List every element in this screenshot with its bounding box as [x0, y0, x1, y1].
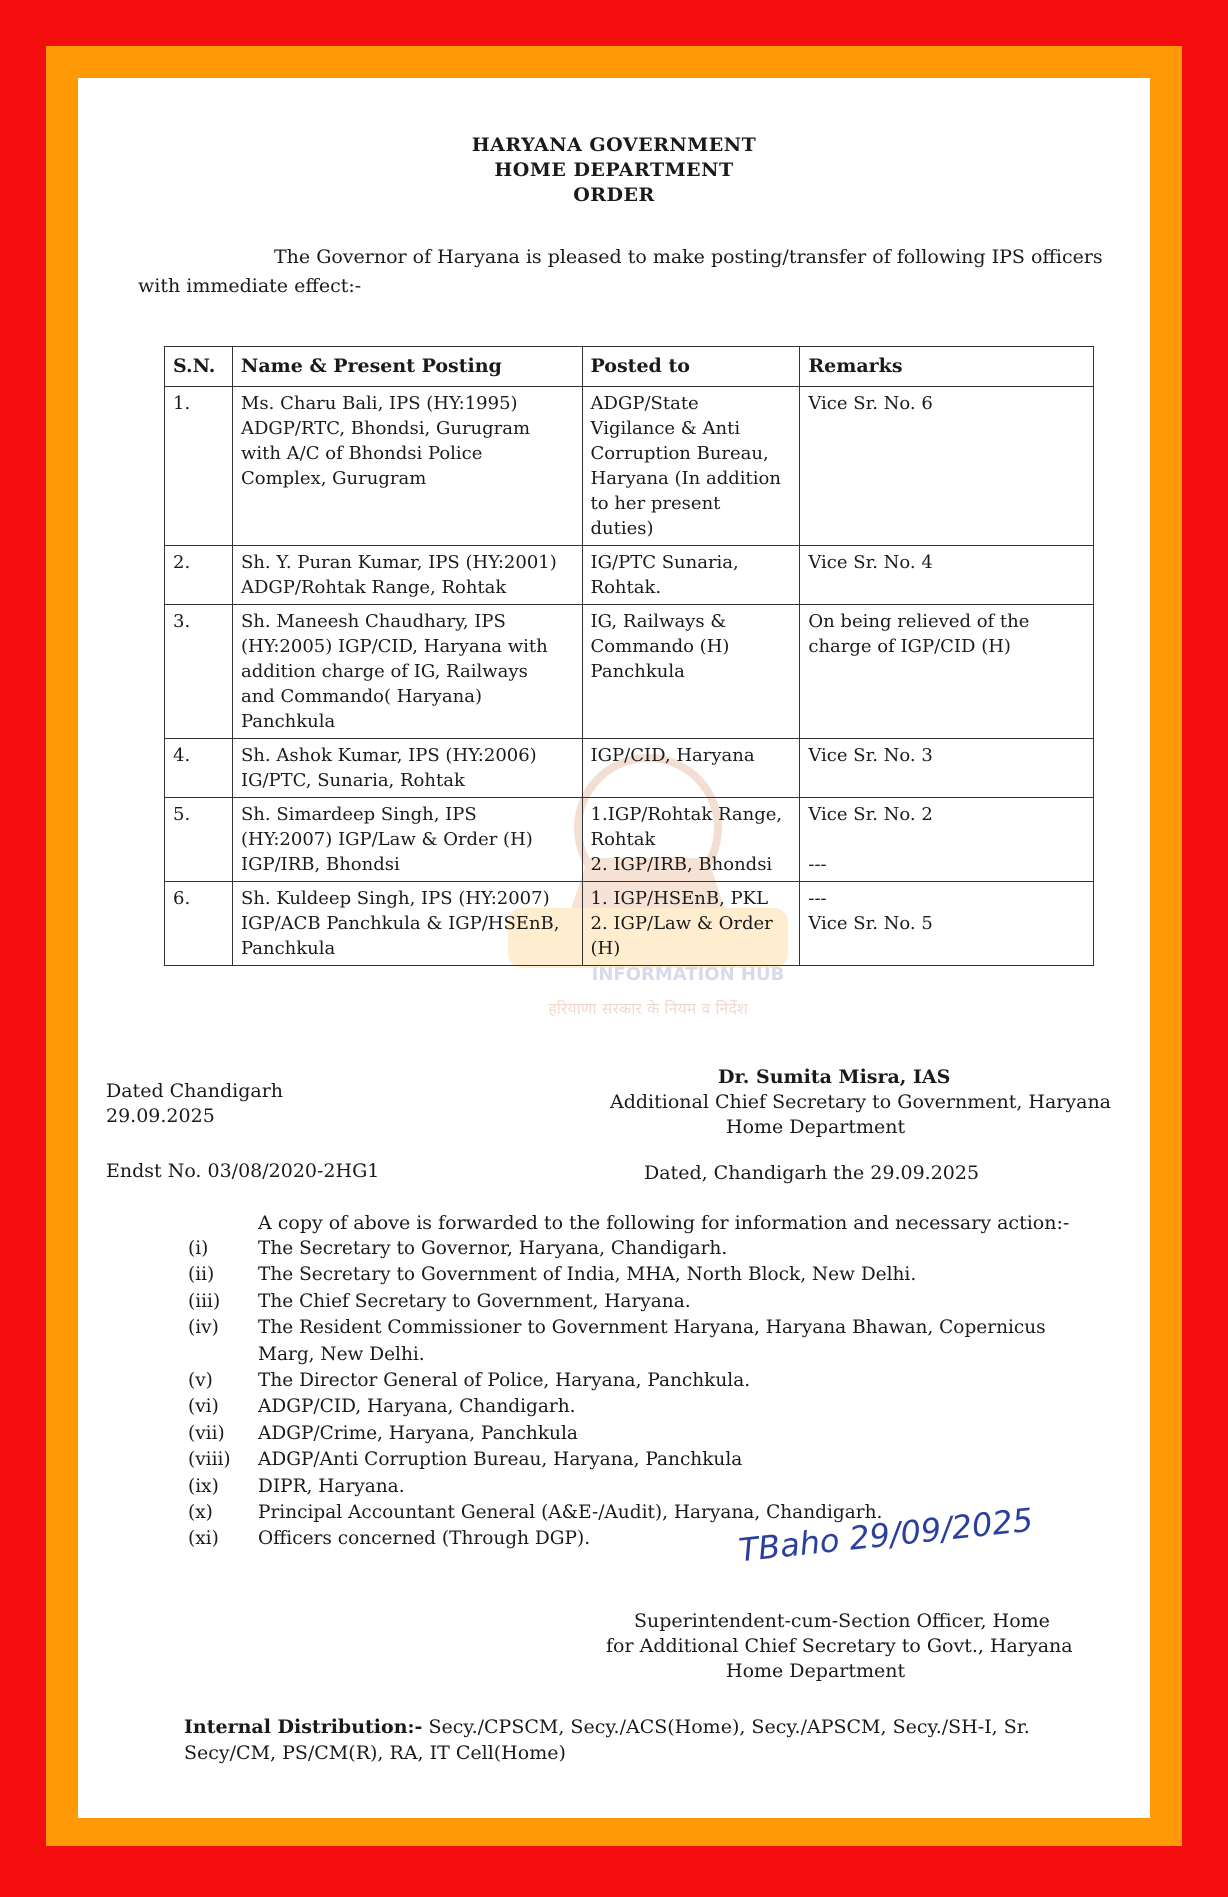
dated-date: 29.09.2025	[106, 1105, 215, 1127]
list-item-text: The Resident Commissioner to Government Haryana, Haryana Bhawan, Copernicus Marg, New Delhi.	[258, 1317, 1046, 1365]
internal-text1: Secy./CPSCM, Secy./ACS(Home), Secy./APSCM, Secy./SH-I, Sr.	[428, 1716, 1030, 1738]
list-item-text: Officers concerned (Through DGP).	[258, 1528, 591, 1550]
name-cell-line: (HY:2005) IGP/CID, Haryana with	[240, 636, 548, 657]
name-cell	[232, 605, 582, 739]
posted-cell-line: duties)	[590, 518, 654, 539]
copy-list	[188, 1236, 1078, 1553]
name-cell-line: with A/C of Bhondsi Police	[240, 443, 483, 464]
endst-dated: Dated, Chandigarh the 29.09.2025	[644, 1162, 980, 1184]
watermark-line2: हरियाणा सरकार के नियम व निर्देश	[548, 999, 748, 1018]
posted-cell-line: Panchkula	[590, 661, 685, 682]
posted-cell	[582, 798, 800, 882]
intro-line1: The Governor of Haryana is pleased to make posting/transfer of following IPS officers	[274, 246, 1103, 268]
so-line3: Home Department	[726, 1660, 906, 1682]
table-row	[165, 882, 1094, 966]
list-item-number: (vii)	[188, 1422, 225, 1444]
name-cell-line: IGP/IRB, Bhondsi	[240, 854, 400, 875]
sn-cell: 1.	[165, 387, 233, 546]
posted-cell-line: Rohtak	[590, 829, 656, 850]
name-cell-line: Sh. Simardeep Singh, IPS	[240, 804, 477, 825]
remarks-cell-line: Vice Sr. No. 6	[808, 393, 933, 414]
list-item	[188, 1394, 1078, 1420]
list-item-text: ADGP/CID, Haryana, Chandigarh.	[258, 1396, 576, 1418]
table-row	[165, 739, 1094, 798]
remarks-cell	[800, 387, 1094, 546]
list-item	[188, 1447, 1078, 1473]
remarks-cell	[800, 798, 1094, 882]
remarks-cell	[800, 605, 1094, 739]
name-cell-line: Panchkula	[240, 938, 336, 959]
dated-place: Dated Chandigarh	[106, 1080, 284, 1102]
name-cell-line: ADGP/RTC, Bhondsi, Gurugram	[240, 418, 531, 439]
name-cell	[232, 798, 582, 882]
header-posted: Posted to	[582, 347, 800, 387]
remarks-cell-line: Vice Sr. No. 3	[808, 745, 933, 766]
list-item-number: (i)	[188, 1238, 209, 1259]
so-line1: Superintendent-cum-Section Officer, Home	[634, 1610, 1050, 1632]
list-item-number: (v)	[188, 1370, 213, 1392]
posted-cell	[582, 605, 800, 739]
list-item	[188, 1262, 1078, 1288]
table-row	[165, 798, 1094, 882]
remarks-cell-line	[808, 827, 1085, 852]
list-item-number: (viii)	[188, 1449, 231, 1471]
document-page	[78, 78, 1150, 1818]
table-header-row	[165, 347, 1094, 387]
remarks-cell-line: ---	[808, 888, 827, 909]
list-item-number: (ix)	[188, 1475, 219, 1497]
list-item	[188, 1474, 1078, 1500]
name-cell	[232, 546, 582, 605]
list-item-text: The Director General of Police, Haryana, Panchkula.	[258, 1370, 751, 1392]
posted-cell	[582, 882, 800, 966]
name-cell-line: Sh. Y. Puran Kumar, IPS (HY:2001)	[240, 552, 557, 573]
signatory-designation: Additional Chief Secretary to Government, Haryana	[610, 1091, 1112, 1113]
so-line2: for Additional Chief Secretary to Govt., Haryana	[606, 1635, 1073, 1657]
endst-number: Endst No. 03/08/2020-2HG1	[106, 1160, 380, 1182]
name-cell-line: Complex, Gurugram	[240, 468, 427, 489]
sn-cell: 2.	[165, 546, 233, 605]
list-item-text: The Chief Secretary to Government, Haryana.	[258, 1290, 691, 1312]
remarks-cell-line: Vice Sr. No. 4	[808, 552, 933, 573]
internal-distribution	[184, 1714, 1030, 1740]
posted-cell-line: 1.IGP/Rohtak Range,	[590, 804, 783, 825]
posted-cell	[582, 739, 800, 798]
sn-cell: 3.	[165, 605, 233, 739]
posted-cell-line: 2. IGP/Law & Order	[590, 913, 773, 934]
name-cell-line: and Commando( Haryana)	[240, 686, 482, 707]
intro-line2: with immediate effect:-	[138, 275, 362, 297]
list-item-text: The Secretary to Governor, Haryana, Chandigarh.	[258, 1238, 728, 1259]
posted-cell-line: Vigilance & Anti	[590, 418, 741, 439]
remarks-cell-line: Vice Sr. No. 5	[808, 913, 933, 934]
remarks-cell	[800, 739, 1094, 798]
table-row	[165, 387, 1094, 546]
name-cell-line: Sh. Ashok Kumar, IPS (HY:2006)	[240, 745, 537, 766]
watermark-line1: INFORMATION HUB	[591, 964, 785, 985]
posted-cell-line: (H)	[590, 938, 621, 959]
list-item-number: (iv)	[188, 1317, 219, 1339]
list-item	[188, 1368, 1078, 1394]
header-order: ORDER	[573, 184, 655, 206]
list-item-number: (vi)	[188, 1396, 219, 1418]
list-item-text: ADGP/Crime, Haryana, Panchkula	[258, 1422, 578, 1444]
name-cell-line: Sh. Maneesh Chaudhary, IPS	[240, 611, 506, 632]
internal-label: Internal Distribution:-	[184, 1716, 423, 1738]
remarks-cell	[800, 882, 1094, 966]
posted-cell-line: IG, Railways &	[590, 611, 727, 632]
sn-cell: 4.	[165, 739, 233, 798]
posted-cell-line: 1. IGP/HSEnB, PKL	[590, 888, 769, 909]
list-item-text: The Secretary to Government of India, MHA, North Block, New Delhi.	[258, 1264, 917, 1286]
list-item	[188, 1236, 1078, 1262]
header-name: Name & Present Posting	[232, 347, 582, 387]
name-cell-line: IG/PTC, Sunaria, Rohtak	[240, 770, 465, 791]
remarks-cell-line: Vice Sr. No. 2	[808, 804, 933, 825]
copy-intro: A copy of above is forwarded to the following for information and necessary action:-	[258, 1212, 1070, 1234]
name-cell	[232, 739, 582, 798]
signatory-name: Dr. Sumita Misra, IAS	[718, 1066, 951, 1088]
table-row	[165, 546, 1094, 605]
internal-text2: Secy/CM, PS/CM(R), RA, IT Cell(Home)	[184, 1742, 566, 1764]
posted-cell	[582, 546, 800, 605]
list-item	[188, 1421, 1078, 1447]
signatory-dept: Home Department	[726, 1116, 906, 1138]
header-line2: HOME DEPARTMENT	[494, 159, 734, 181]
remarks-cell	[800, 546, 1094, 605]
list-item-text: Principal Accountant General (A&E-/Audit), Haryana, Chandigarh.	[258, 1502, 883, 1524]
list-item-number: (ii)	[188, 1264, 215, 1286]
list-item-text: DIPR, Haryana.	[258, 1475, 405, 1497]
posted-cell-line: Haryana (In addition	[590, 468, 781, 489]
list-item-number: (xi)	[188, 1528, 219, 1550]
list-item	[188, 1289, 1078, 1315]
name-cell-line: Ms. Charu Bali, IPS (HY:1995)	[240, 393, 518, 414]
name-cell	[232, 387, 582, 546]
posted-cell	[582, 387, 800, 546]
list-item	[188, 1315, 1078, 1368]
posted-cell-line: IG/PTC Sunaria,	[590, 552, 739, 573]
name-cell-line: (HY:2007) IGP/Law & Order (H)	[240, 829, 533, 850]
list-item-text: ADGP/Anti Corruption Bureau, Haryana, Panchkula	[258, 1449, 743, 1471]
orange-frame	[46, 46, 1182, 1846]
handwritten-signature: TBaho 29/09/2025	[736, 1500, 1035, 1570]
list-item-number: (iii)	[188, 1290, 221, 1312]
remarks-cell-line: On being relieved of the	[808, 611, 1030, 632]
name-cell	[232, 882, 582, 966]
posted-cell-line: 2. IGP/IRB, Bhondsi	[590, 854, 773, 875]
posted-cell-line: IGP/CID, Haryana	[590, 745, 755, 766]
remarks-cell-line: charge of IGP/CID (H)	[808, 636, 1011, 657]
list-item-number: (x)	[188, 1502, 213, 1524]
name-cell-line: IGP/ACB Panchkula & IGP/HSEnB,	[240, 913, 560, 934]
header-remarks: Remarks	[800, 347, 1094, 387]
name-cell-line: addition charge of IG, Railways	[240, 661, 528, 682]
posted-cell-line: Rohtak.	[590, 577, 662, 598]
name-cell-line: ADGP/Rohtak Range, Rohtak	[240, 577, 507, 598]
header-sn: S.N.	[165, 347, 233, 387]
sn-cell: 6.	[165, 882, 233, 966]
posted-cell-line: to her present	[590, 493, 721, 514]
header-line1: HARYANA GOVERNMENT	[471, 134, 757, 156]
name-cell-line: Sh. Kuldeep Singh, IPS (HY:2007)	[240, 888, 550, 909]
sn-cell: 5.	[165, 798, 233, 882]
name-cell-line: Panchkula	[240, 711, 336, 732]
remarks-cell-line: ---	[808, 854, 827, 875]
posted-cell-line: Commando (H)	[590, 636, 730, 657]
posting-table	[164, 346, 1094, 966]
posted-cell-line: Corruption Bureau,	[590, 443, 769, 464]
table-row	[165, 605, 1094, 739]
posted-cell-line: ADGP/State	[590, 393, 699, 414]
